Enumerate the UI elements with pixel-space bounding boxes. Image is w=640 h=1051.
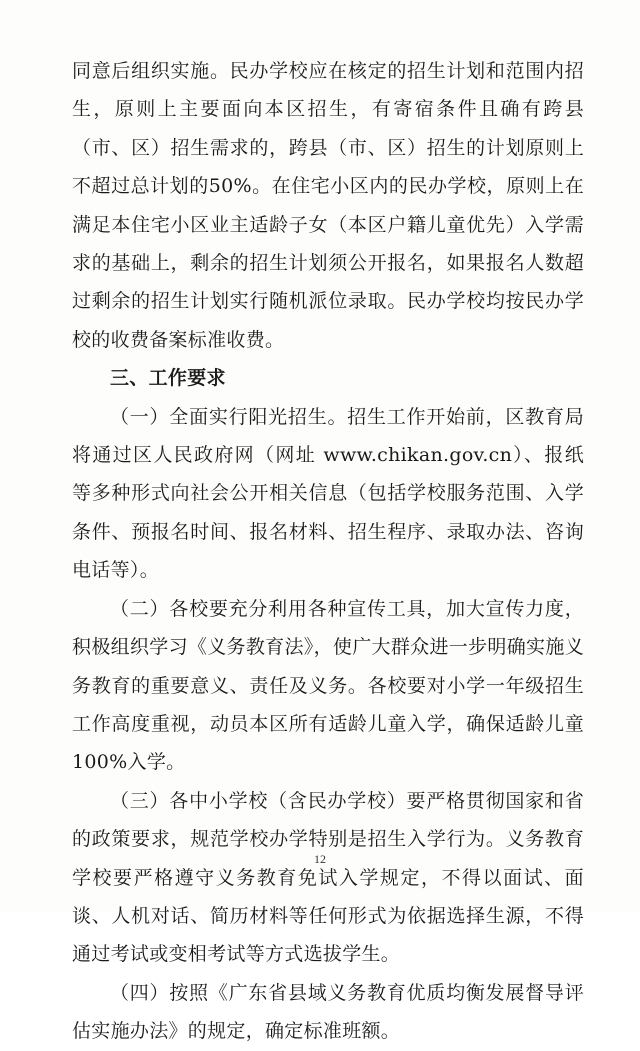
section-heading: 三、工作要求 <box>110 367 226 390</box>
list-item: （三）各中小学校（含民办学校）要严格贯彻国家和省的政策要求，规范学校办学特别是招生入学行为。义务教育学校要严格遵守义务教育免试入学规定，不得以面试、面谈、人机对话、简历材料等任何形式为依据选择生源，不得通过考试或变相考试等方式选拔学生。 <box>72 789 584 966</box>
list-item: （一）全面实行阳光招生。招生工作开始前，区教育局将通过区人民政府网（网址 www.chikan.gov.cn）、报纸等多种形式向社会公开相关信息（包括学校服务范围、入学条件、预报名时间、报名材料、招生程序、录取办法、咨询电话等）。 <box>72 405 584 582</box>
list-item: （二）各校要充分利用各种宣传工具，加大宣传力度，积极组织学习《义务教育法》，使广大群众进一步明确实施义务教育的重要意义、责任及义务。各校要对小学一年级招生工作高度重视，动员本区所有适龄儿童入学，确保适龄儿童100%入学。 <box>72 597 584 774</box>
continued-paragraph: 同意后组织实施。民办学校应在核定的招生计划和范围内招生，原则上主要面向本区招生，有寄宿条件且确有跨县（市、区）招生需求的，跨县（市、区）招生的计划原则上不超过总计划的50%。在住宅小区内的民办学校，原则上在满足本住宅小区业主适龄子女（本区户籍儿童优先）入学需求的基础上，剩余的招生计划须公开报名，如果报名人数超过剩余的招生计划实行随机派位录取。民办学校均按民办学校的收费备案标准收费。 <box>72 60 584 351</box>
page-number: 12 <box>314 852 326 866</box>
document-body <box>72 52 584 1051</box>
list-item: （四）按照《广东省县域义务教育优质均衡发展督导评估实施办法》的规定，确定标准班额。 <box>72 981 584 1043</box>
